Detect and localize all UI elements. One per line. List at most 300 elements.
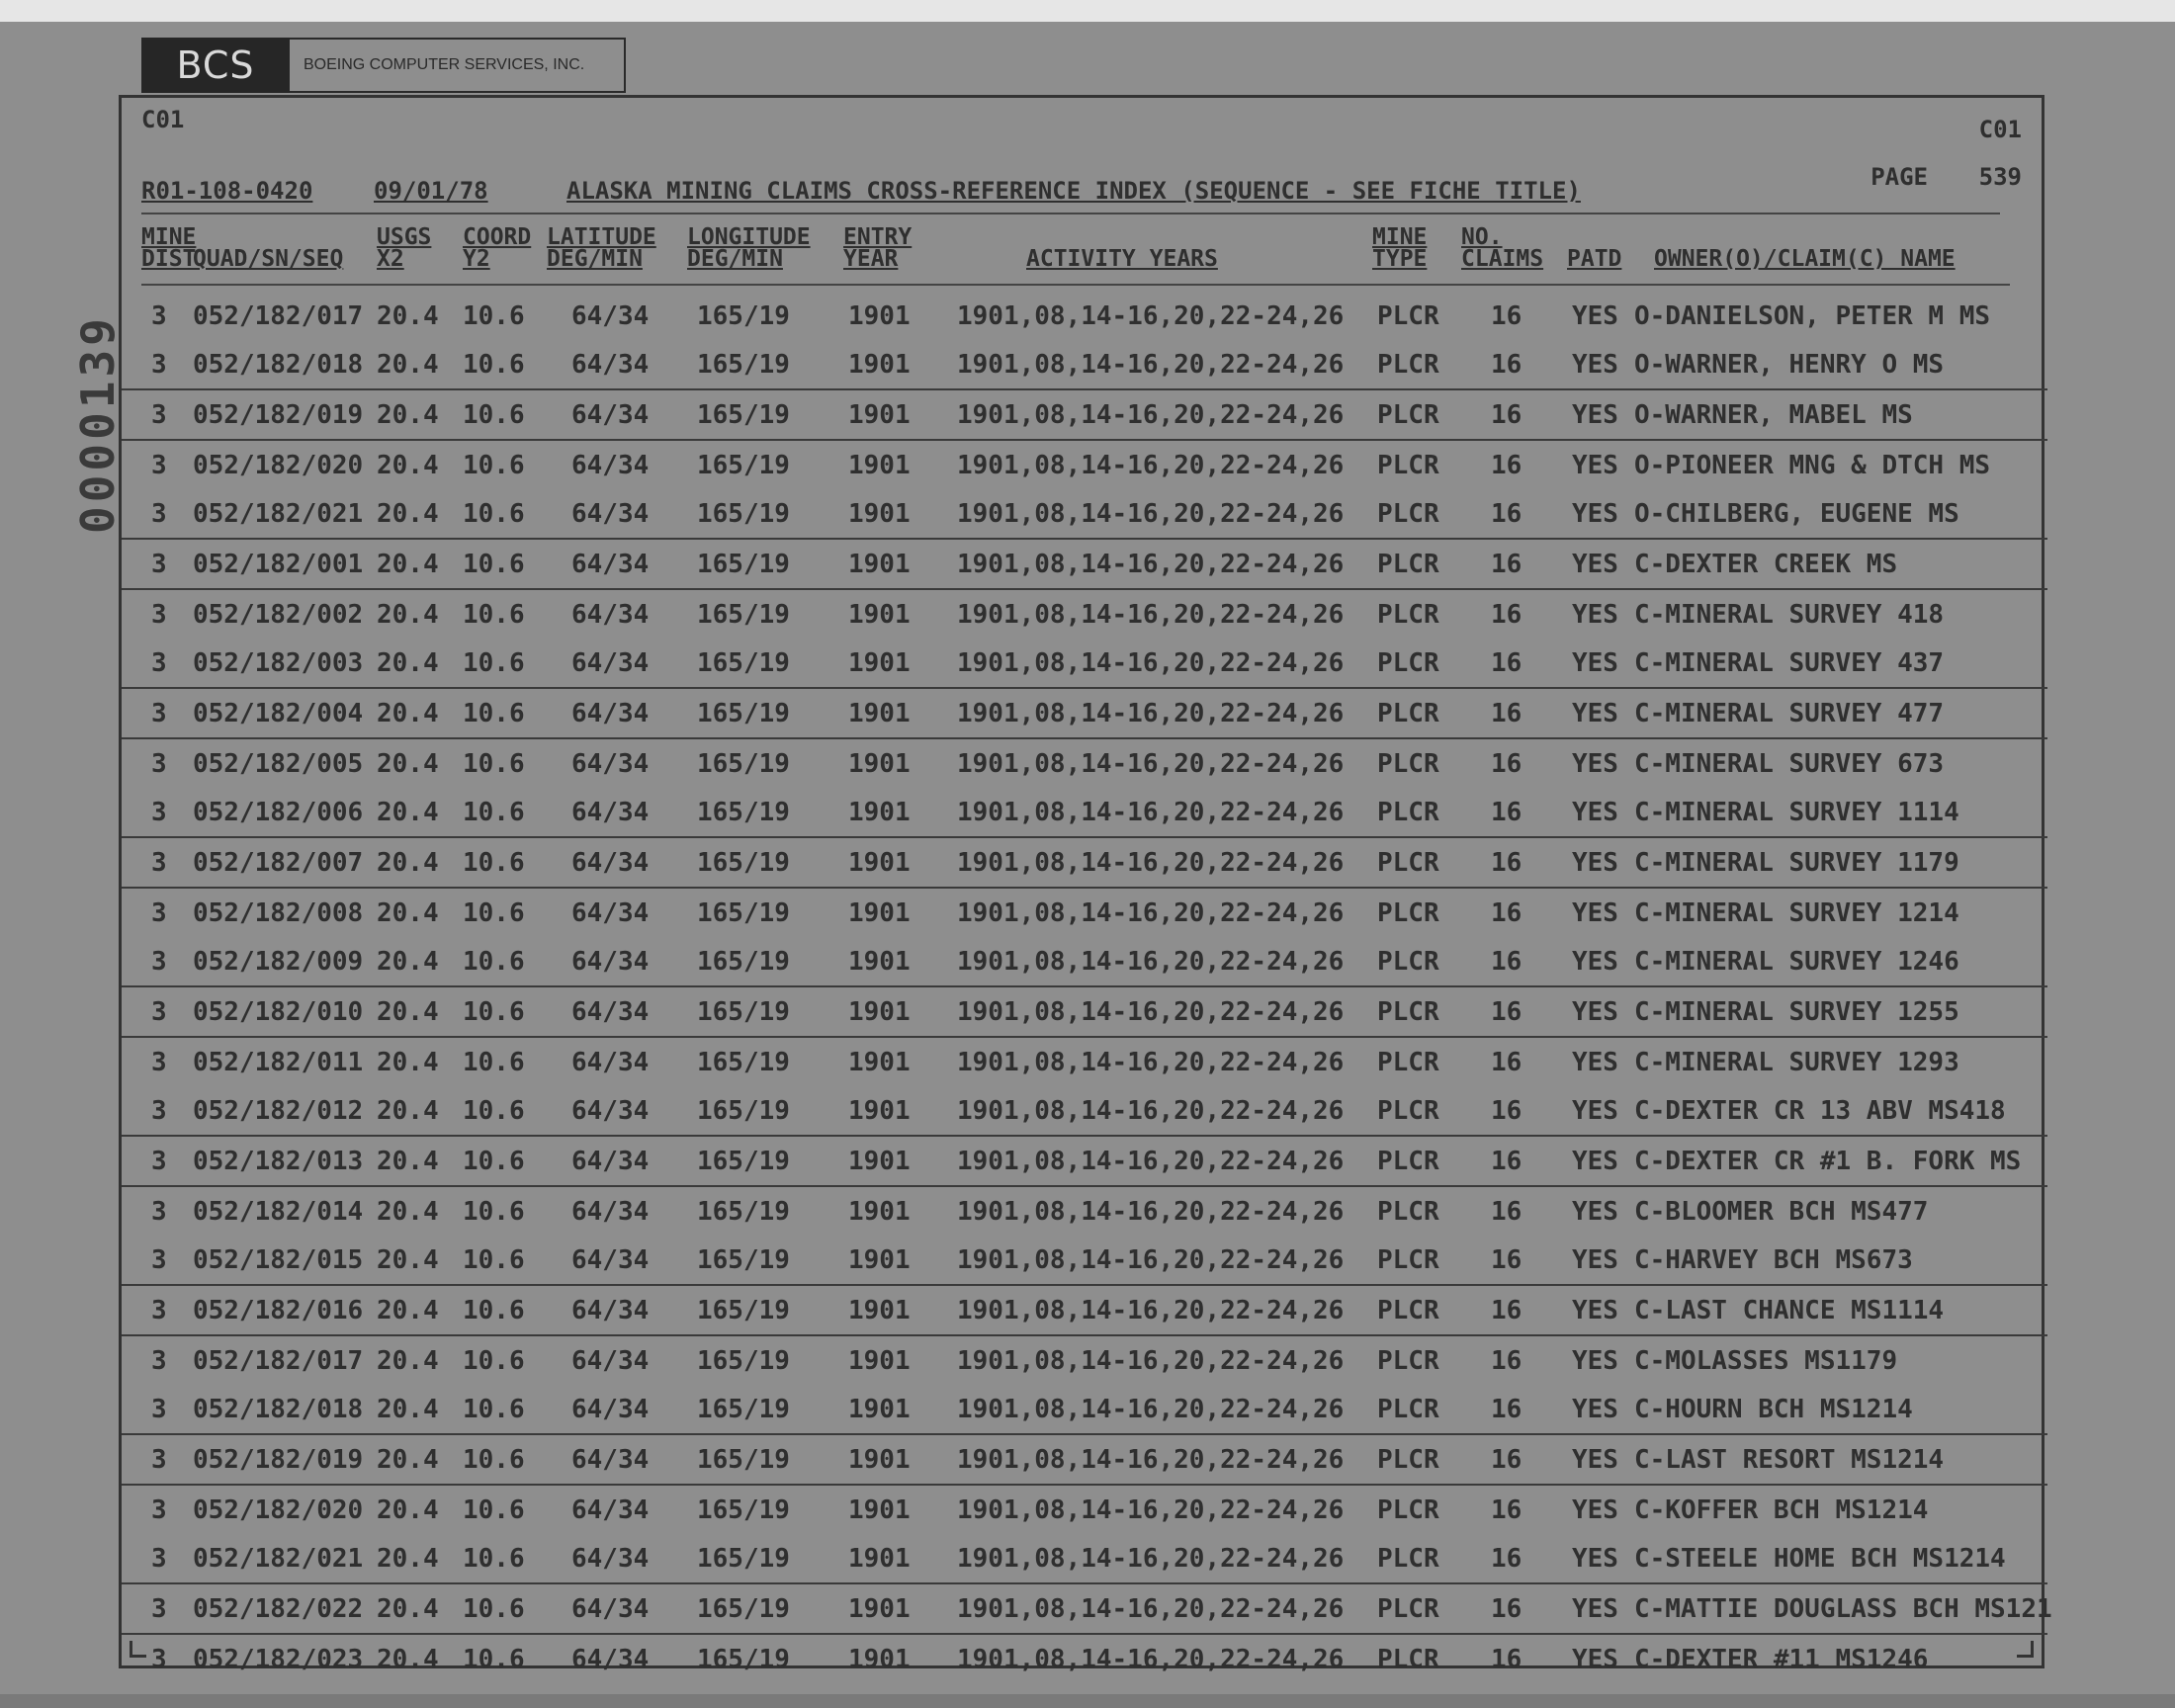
cell-no-claims: 16: [1491, 1096, 1522, 1126]
cell-usgs-x2: 20.4: [377, 1594, 439, 1624]
cell-longitude: 165/19: [697, 848, 790, 878]
cell-latitude: 64/34: [571, 1296, 650, 1325]
cell-no-claims: 16: [1491, 301, 1522, 331]
cell-mine-dist: 3: [151, 699, 167, 728]
column-header-quad-sn-seq: QUAD/SN/SEQ: [193, 246, 344, 272]
cell-patd: YES: [1572, 550, 1618, 579]
cell-quad-sn-seq: 052/182/018: [193, 350, 364, 380]
cell-no-claims: 16: [1491, 600, 1522, 630]
cell-quad-sn-seq: 052/182/022: [193, 1594, 364, 1624]
cell-no-claims: 16: [1491, 499, 1522, 529]
cell-entry-year: 1901: [848, 1296, 911, 1325]
cell-coord-y2: 10.6: [463, 1197, 525, 1227]
cell-coord-y2: 10.6: [463, 749, 525, 779]
cell-usgs-x2: 20.4: [377, 997, 439, 1027]
cell-longitude: 165/19: [697, 1395, 790, 1424]
cell-activity-years: 1901,08,14-16,20,22-24,26: [957, 1445, 1345, 1475]
cell-mine-dist: 3: [151, 1495, 167, 1525]
column-header-patd: PATD: [1567, 246, 1622, 272]
cell-quad-sn-seq: 052/182/006: [193, 798, 364, 827]
cell-activity-years: 1901,08,14-16,20,22-24,26: [957, 1346, 1345, 1376]
cell-quad-sn-seq: 052/182/016: [193, 1296, 364, 1325]
cell-usgs-x2: 20.4: [377, 898, 439, 928]
cell-activity-years: 1901,08,14-16,20,22-24,26: [957, 997, 1345, 1027]
cell-owner-claim-name: C-HOURN BCH MS1214: [1634, 1395, 1913, 1424]
cell-mine-dist: 3: [151, 301, 167, 331]
cell-mine-type: PLCR: [1377, 1096, 1439, 1126]
cell-mine-type: PLCR: [1377, 798, 1439, 827]
table-row: [122, 292, 2047, 340]
cell-entry-year: 1901: [848, 1245, 911, 1275]
cell-usgs-x2: 20.4: [377, 550, 439, 579]
cell-quad-sn-seq: 052/182/021: [193, 499, 364, 529]
report-rule: [141, 213, 2000, 214]
cell-quad-sn-seq: 052/182/004: [193, 699, 364, 728]
table-row: [122, 1336, 2047, 1385]
cell-quad-sn-seq: 052/182/002: [193, 600, 364, 630]
cell-quad-sn-seq: 052/182/005: [193, 749, 364, 779]
cell-usgs-x2: 20.4: [377, 749, 439, 779]
cell-owner-claim-name: C-DEXTER #11 MS1246: [1634, 1645, 1929, 1674]
cell-no-claims: 16: [1491, 350, 1522, 380]
cell-longitude: 165/19: [697, 947, 790, 977]
cell-usgs-x2: 20.4: [377, 1245, 439, 1275]
table-row: [122, 1435, 2047, 1486]
cell-mine-dist: 3: [151, 1544, 167, 1574]
cell-coord-y2: 10.6: [463, 1445, 525, 1475]
cell-mine-dist: 3: [151, 451, 167, 480]
table-row: [122, 937, 2047, 987]
cell-usgs-x2: 20.4: [377, 451, 439, 480]
report-frame: [119, 95, 2052, 1674]
cell-latitude: 64/34: [571, 400, 650, 430]
cell-coord-y2: 10.6: [463, 798, 525, 827]
cell-longitude: 165/19: [697, 499, 790, 529]
cell-owner-claim-name: C-BLOOMER BCH MS477: [1634, 1197, 1929, 1227]
company-name: BOEING COMPUTER SERVICES, INC.: [290, 38, 626, 93]
cell-entry-year: 1901: [848, 1544, 911, 1574]
cell-entry-year: 1901: [848, 1495, 911, 1525]
cell-latitude: 64/34: [571, 1147, 650, 1176]
cell-owner-claim-name: O-PIONEER MNG & DTCH MS: [1634, 451, 1991, 480]
cell-quad-sn-seq: 052/182/012: [193, 1096, 364, 1126]
table-row: [122, 739, 2047, 788]
cell-longitude: 165/19: [697, 997, 790, 1027]
cell-patd: YES: [1572, 451, 1618, 480]
cell-activity-years: 1901,08,14-16,20,22-24,26: [957, 848, 1345, 878]
cell-mine-dist: 3: [151, 1445, 167, 1475]
cell-activity-years: 1901,08,14-16,20,22-24,26: [957, 1544, 1345, 1574]
cell-mine-type: PLCR: [1377, 1048, 1439, 1077]
cell-usgs-x2: 20.4: [377, 499, 439, 529]
cell-usgs-x2: 20.4: [377, 1346, 439, 1376]
cell-no-claims: 16: [1491, 1147, 1522, 1176]
cell-usgs-x2: 20.4: [377, 848, 439, 878]
cell-quad-sn-seq: 052/182/014: [193, 1197, 364, 1227]
cell-activity-years: 1901,08,14-16,20,22-24,26: [957, 1495, 1345, 1525]
cell-usgs-x2: 20.4: [377, 1445, 439, 1475]
cell-longitude: 165/19: [697, 749, 790, 779]
table-row: [122, 689, 2047, 739]
cell-quad-sn-seq: 052/182/009: [193, 947, 364, 977]
cell-activity-years: 1901,08,14-16,20,22-24,26: [957, 1147, 1345, 1176]
cell-latitude: 64/34: [571, 648, 650, 678]
page-number: 539: [1978, 163, 2022, 191]
cell-owner-claim-name: C-MINERAL SURVEY 437: [1634, 648, 1945, 678]
cell-owner-claim-name: C-MINERAL SURVEY 1179: [1634, 848, 1959, 878]
cell-mine-dist: 3: [151, 1594, 167, 1624]
table-row: [122, 540, 2047, 590]
cell-latitude: 64/34: [571, 350, 650, 380]
cell-usgs-x2: 20.4: [377, 400, 439, 430]
report-id: R01-108-0420: [141, 177, 313, 205]
cell-patd: YES: [1572, 350, 1618, 380]
cell-mine-type: PLCR: [1377, 749, 1439, 779]
cell-coord-y2: 10.6: [463, 997, 525, 1027]
cell-latitude: 64/34: [571, 301, 650, 331]
table-row: [122, 1534, 2047, 1584]
report-date: 09/01/78: [374, 177, 488, 205]
cell-activity-years: 1901,08,14-16,20,22-24,26: [957, 1594, 1345, 1624]
cell-mine-dist: 3: [151, 1395, 167, 1424]
cell-coord-y2: 10.6: [463, 1544, 525, 1574]
cell-owner-claim-name: C-MATTIE DOUGLASS BCH MS121: [1634, 1594, 2052, 1624]
cell-no-claims: 16: [1491, 997, 1522, 1027]
cell-mine-dist: 3: [151, 947, 167, 977]
cell-no-claims: 16: [1491, 1245, 1522, 1275]
cell-coord-y2: 10.6: [463, 1495, 525, 1525]
cell-mine-type: PLCR: [1377, 1197, 1439, 1227]
cell-patd: YES: [1572, 1346, 1618, 1376]
cell-patd: YES: [1572, 499, 1618, 529]
cell-patd: YES: [1572, 1495, 1618, 1525]
cell-owner-claim-name: C-MINERAL SURVEY 1255: [1634, 997, 1959, 1027]
cell-patd: YES: [1572, 1245, 1618, 1275]
table-row: [122, 639, 2047, 689]
cell-coord-y2: 10.6: [463, 350, 525, 380]
cell-coord-y2: 10.6: [463, 898, 525, 928]
column-header-entry-year: ENTRY YEAR: [843, 224, 913, 272]
cell-no-claims: 16: [1491, 898, 1522, 928]
cell-latitude: 64/34: [571, 1495, 650, 1525]
cell-longitude: 165/19: [697, 1048, 790, 1077]
cell-mine-dist: 3: [151, 848, 167, 878]
cell-patd: YES: [1572, 898, 1618, 928]
cell-activity-years: 1901,08,14-16,20,22-24,26: [957, 749, 1345, 779]
cell-activity-years: 1901,08,14-16,20,22-24,26: [957, 350, 1345, 380]
cell-quad-sn-seq: 052/182/011: [193, 1048, 364, 1077]
cell-mine-dist: 3: [151, 1096, 167, 1126]
cell-mine-dist: 3: [151, 1245, 167, 1275]
cell-entry-year: 1901: [848, 1645, 911, 1674]
cell-latitude: 64/34: [571, 1245, 650, 1275]
cell-latitude: 64/34: [571, 1395, 650, 1424]
cell-latitude: 64/34: [571, 749, 650, 779]
cell-mine-type: PLCR: [1377, 848, 1439, 878]
cell-latitude: 64/34: [571, 1096, 650, 1126]
table-row: [122, 390, 2047, 441]
column-headers: [141, 226, 2020, 282]
bcs-logo: BCS: [141, 38, 290, 93]
top-edge: [0, 0, 2175, 22]
cell-longitude: 165/19: [697, 1197, 790, 1227]
cell-coord-y2: 10.6: [463, 1245, 525, 1275]
cell-owner-claim-name: O-DANIELSON, PETER M MS: [1634, 301, 1991, 331]
cell-activity-years: 1901,08,14-16,20,22-24,26: [957, 699, 1345, 728]
cell-mine-type: PLCR: [1377, 1445, 1439, 1475]
cell-entry-year: 1901: [848, 1096, 911, 1126]
cell-longitude: 165/19: [697, 1645, 790, 1674]
cell-latitude: 64/34: [571, 1594, 650, 1624]
cell-usgs-x2: 20.4: [377, 301, 439, 331]
cell-longitude: 165/19: [697, 648, 790, 678]
cell-longitude: 165/19: [697, 1147, 790, 1176]
cell-longitude: 165/19: [697, 400, 790, 430]
cell-activity-years: 1901,08,14-16,20,22-24,26: [957, 1048, 1345, 1077]
cell-longitude: 165/19: [697, 798, 790, 827]
cell-latitude: 64/34: [571, 1544, 650, 1574]
cell-patd: YES: [1572, 1445, 1618, 1475]
cell-no-claims: 16: [1491, 1645, 1522, 1674]
cell-patd: YES: [1572, 798, 1618, 827]
cell-entry-year: 1901: [848, 898, 911, 928]
cell-no-claims: 16: [1491, 1048, 1522, 1077]
cell-quad-sn-seq: 052/182/018: [193, 1395, 364, 1424]
cell-no-claims: 16: [1491, 1594, 1522, 1624]
table-row: [122, 441, 2047, 489]
cell-patd: YES: [1572, 1048, 1618, 1077]
table-row: [122, 1137, 2047, 1187]
table-row: [122, 1038, 2047, 1086]
cell-mine-type: PLCR: [1377, 550, 1439, 579]
cell-usgs-x2: 20.4: [377, 798, 439, 827]
cell-coord-y2: 10.6: [463, 550, 525, 579]
cell-no-claims: 16: [1491, 1197, 1522, 1227]
cell-patd: YES: [1572, 997, 1618, 1027]
column-header-mine-dist: MINE DIST: [141, 224, 197, 272]
cell-patd: YES: [1572, 699, 1618, 728]
cell-longitude: 165/19: [697, 1245, 790, 1275]
table-row: [122, 1635, 2047, 1683]
cell-entry-year: 1901: [848, 1445, 911, 1475]
cell-owner-claim-name: C-MOLASSES MS1179: [1634, 1346, 1898, 1376]
cell-owner-claim-name: O-CHILBERG, EUGENE MS: [1634, 499, 1959, 529]
cell-quad-sn-seq: 052/182/020: [193, 1495, 364, 1525]
cell-patd: YES: [1572, 600, 1618, 630]
cell-coord-y2: 10.6: [463, 648, 525, 678]
cell-mine-type: PLCR: [1377, 301, 1439, 331]
header-rule: [141, 284, 2010, 286]
cell-entry-year: 1901: [848, 451, 911, 480]
cell-longitude: 165/19: [697, 1594, 790, 1624]
cell-owner-claim-name: C-MINERAL SURVEY 673: [1634, 749, 1945, 779]
cell-mine-type: PLCR: [1377, 947, 1439, 977]
cell-mine-type: PLCR: [1377, 648, 1439, 678]
cell-coord-y2: 10.6: [463, 1594, 525, 1624]
cell-no-claims: 16: [1491, 848, 1522, 878]
cell-mine-type: PLCR: [1377, 1147, 1439, 1176]
cell-usgs-x2: 20.4: [377, 699, 439, 728]
cell-activity-years: 1901,08,14-16,20,22-24,26: [957, 1395, 1345, 1424]
cell-quad-sn-seq: 052/182/015: [193, 1245, 364, 1275]
cell-coord-y2: 10.6: [463, 699, 525, 728]
report-title: ALASKA MINING CLAIMS CROSS-REFERENCE INDEX (SEQUENCE - SEE FICHE TITLE): [566, 177, 1581, 205]
cell-coord-y2: 10.6: [463, 1096, 525, 1126]
cell-coord-y2: 10.6: [463, 848, 525, 878]
cell-coord-y2: 10.6: [463, 600, 525, 630]
cell-mine-type: PLCR: [1377, 600, 1439, 630]
table-row: [122, 489, 2047, 540]
cell-no-claims: 16: [1491, 1296, 1522, 1325]
cell-entry-year: 1901: [848, 648, 911, 678]
cell-quad-sn-seq: 052/182/019: [193, 400, 364, 430]
cell-mine-dist: 3: [151, 997, 167, 1027]
cell-quad-sn-seq: 052/182/010: [193, 997, 364, 1027]
bcs-header: [141, 38, 626, 93]
cell-mine-dist: 3: [151, 1197, 167, 1227]
cell-entry-year: 1901: [848, 301, 911, 331]
cell-activity-years: 1901,08,14-16,20,22-24,26: [957, 600, 1345, 630]
cell-quad-sn-seq: 052/182/017: [193, 301, 364, 331]
cell-longitude: 165/19: [697, 550, 790, 579]
cell-entry-year: 1901: [848, 997, 911, 1027]
cell-activity-years: 1901,08,14-16,20,22-24,26: [957, 947, 1345, 977]
cell-no-claims: 16: [1491, 699, 1522, 728]
cell-coord-y2: 10.6: [463, 499, 525, 529]
cell-usgs-x2: 20.4: [377, 1645, 439, 1674]
cell-mine-dist: 3: [151, 499, 167, 529]
cell-no-claims: 16: [1491, 947, 1522, 977]
table-row: [122, 1086, 2047, 1137]
cell-patd: YES: [1572, 1096, 1618, 1126]
cell-quad-sn-seq: 052/182/003: [193, 648, 364, 678]
column-header-mine-type: MINE TYPE: [1372, 224, 1428, 272]
table-body: [122, 292, 2052, 1683]
cell-latitude: 64/34: [571, 550, 650, 579]
cell-mine-type: PLCR: [1377, 499, 1439, 529]
cell-latitude: 64/34: [571, 898, 650, 928]
cell-usgs-x2: 20.4: [377, 1096, 439, 1126]
cell-owner-claim-name: O-WARNER, HENRY O MS: [1634, 350, 1945, 380]
cell-latitude: 64/34: [571, 1445, 650, 1475]
cell-latitude: 64/34: [571, 1346, 650, 1376]
cell-no-claims: 16: [1491, 550, 1522, 579]
cell-owner-claim-name: C-MINERAL SURVEY 1246: [1634, 947, 1959, 977]
column-header-longitude: LONGITUDE DEG/MIN: [687, 224, 811, 272]
cell-latitude: 64/34: [571, 699, 650, 728]
cell-mine-dist: 3: [151, 550, 167, 579]
cell-quad-sn-seq: 052/182/021: [193, 1544, 364, 1574]
cell-longitude: 165/19: [697, 898, 790, 928]
cell-quad-sn-seq: 052/182/019: [193, 1445, 364, 1475]
cell-coord-y2: 10.6: [463, 1048, 525, 1077]
cell-mine-dist: 3: [151, 400, 167, 430]
cell-mine-dist: 3: [151, 1048, 167, 1077]
cell-latitude: 64/34: [571, 1197, 650, 1227]
cell-latitude: 64/34: [571, 947, 650, 977]
cell-quad-sn-seq: 052/182/020: [193, 451, 364, 480]
cell-no-claims: 16: [1491, 749, 1522, 779]
table-row: [122, 1187, 2047, 1236]
cell-no-claims: 16: [1491, 1544, 1522, 1574]
cell-mine-type: PLCR: [1377, 1346, 1439, 1376]
cell-patd: YES: [1572, 1594, 1618, 1624]
cell-patd: YES: [1572, 1645, 1618, 1674]
cell-quad-sn-seq: 052/182/007: [193, 848, 364, 878]
cell-longitude: 165/19: [697, 699, 790, 728]
cell-latitude: 64/34: [571, 997, 650, 1027]
cell-entry-year: 1901: [848, 499, 911, 529]
table-row: [122, 340, 2047, 390]
cell-activity-years: 1901,08,14-16,20,22-24,26: [957, 1096, 1345, 1126]
cell-owner-claim-name: C-DEXTER CR #1 B. FORK MS: [1634, 1147, 2022, 1176]
report-title-line: [141, 177, 2000, 211]
cell-no-claims: 16: [1491, 400, 1522, 430]
cell-owner-claim-name: C-MINERAL SURVEY 418: [1634, 600, 1945, 630]
cell-longitude: 165/19: [697, 350, 790, 380]
cell-mine-type: PLCR: [1377, 1544, 1439, 1574]
cell-latitude: 64/34: [571, 451, 650, 480]
bottom-edge: [0, 1694, 2175, 1708]
cell-coord-y2: 10.6: [463, 1395, 525, 1424]
cell-longitude: 165/19: [697, 1296, 790, 1325]
cell-patd: YES: [1572, 1147, 1618, 1176]
cell-coord-y2: 10.6: [463, 301, 525, 331]
cell-activity-years: 1901,08,14-16,20,22-24,26: [957, 798, 1345, 827]
table-row: [122, 788, 2047, 838]
cell-entry-year: 1901: [848, 1395, 911, 1424]
cell-patd: YES: [1572, 947, 1618, 977]
cell-coord-y2: 10.6: [463, 400, 525, 430]
cell-no-claims: 16: [1491, 648, 1522, 678]
cell-entry-year: 1901: [848, 848, 911, 878]
cell-usgs-x2: 20.4: [377, 1197, 439, 1227]
cell-latitude: 64/34: [571, 1645, 650, 1674]
cell-owner-claim-name: C-MINERAL SURVEY 1293: [1634, 1048, 1959, 1077]
cell-usgs-x2: 20.4: [377, 1495, 439, 1525]
cell-no-claims: 16: [1491, 1395, 1522, 1424]
cell-activity-years: 1901,08,14-16,20,22-24,26: [957, 1296, 1345, 1325]
cell-mine-type: PLCR: [1377, 1296, 1439, 1325]
table-row: [122, 1584, 2052, 1635]
cell-entry-year: 1901: [848, 749, 911, 779]
cell-longitude: 165/19: [697, 1544, 790, 1574]
cell-usgs-x2: 20.4: [377, 1147, 439, 1176]
cell-activity-years: 1901,08,14-16,20,22-24,26: [957, 499, 1345, 529]
cell-entry-year: 1901: [848, 400, 911, 430]
cell-owner-claim-name: C-LAST RESORT MS1214: [1634, 1445, 1945, 1475]
cell-quad-sn-seq: 052/182/023: [193, 1645, 364, 1674]
cell-mine-dist: 3: [151, 1147, 167, 1176]
cell-owner-claim-name: O-WARNER, MABEL MS: [1634, 400, 1913, 430]
cell-activity-years: 1901,08,14-16,20,22-24,26: [957, 1645, 1345, 1674]
cell-quad-sn-seq: 052/182/008: [193, 898, 364, 928]
cell-activity-years: 1901,08,14-16,20,22-24,26: [957, 648, 1345, 678]
cell-usgs-x2: 20.4: [377, 947, 439, 977]
table-row: [122, 838, 2047, 889]
cell-owner-claim-name: C-DEXTER CR 13 ABV MS418: [1634, 1096, 2006, 1126]
cell-usgs-x2: 20.4: [377, 1048, 439, 1077]
cell-mine-type: PLCR: [1377, 451, 1439, 480]
cell-owner-claim-name: C-LAST CHANCE MS1114: [1634, 1296, 1945, 1325]
cell-entry-year: 1901: [848, 550, 911, 579]
cell-quad-sn-seq: 052/182/017: [193, 1346, 364, 1376]
cell-mine-type: PLCR: [1377, 1245, 1439, 1275]
page-label: PAGE: [1870, 163, 1928, 191]
cell-owner-claim-name: C-HARVEY BCH MS673: [1634, 1245, 1913, 1275]
cell-mine-type: PLCR: [1377, 1594, 1439, 1624]
cell-longitude: 165/19: [697, 1495, 790, 1525]
